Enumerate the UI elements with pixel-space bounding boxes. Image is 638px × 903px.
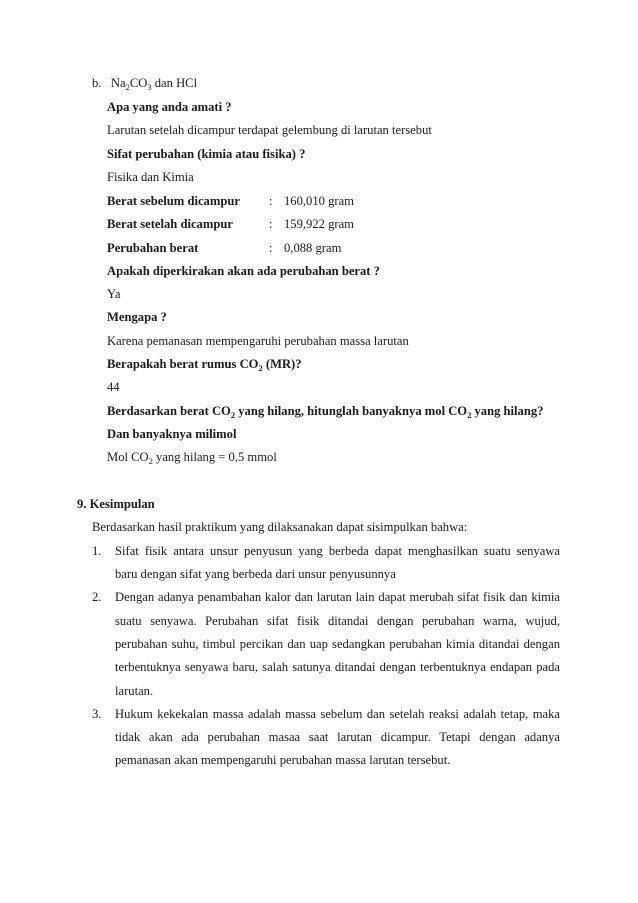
conclusion-item-line: pemanasan akan mempengaruhi perubahan massa larutan tersebut. — [115, 753, 451, 767]
predict-question: Apakah diperkirakan akan ada perubahan berat ? — [107, 264, 380, 278]
mol-answer: Mol $CO_2$ yang hilang = 0,5 mmol — [107, 450, 277, 466]
conclusion-item-number: 2. — [92, 590, 102, 604]
weight-change-label: Perubahan berat — [107, 241, 199, 255]
observation-question: Apa yang anda amati ? — [107, 100, 232, 114]
conclusion-item-line: Sifat fisik antara unsur penyusun yang berbeda dapat menghasilkan suatu senyawa — [115, 544, 560, 558]
conclusion-intro: Berdasarkan hasil praktikum yang dilaksanakan dapat sisimpulkan bahwa: — [92, 520, 468, 534]
formula-weight-question: Berapakah berat rumus $CO_2$ (MR)? — [107, 357, 302, 373]
part-b-heading — [92, 75, 197, 92]
why-answer: Karena pemanasan mempengaruhi perubahan massa larutan — [107, 334, 409, 348]
conclusion-item-line: perubahan suhu, timbul percikan dan uap sedangkan perubahan kimia ditandai dengan — [115, 637, 560, 651]
mol-question-line1: Berdasarkan berat $CO_2$ yang hilang, hitunglah banyaknya mol $CO_2$ yang hilang? — [107, 404, 544, 420]
part-b-marker: b. — [92, 76, 102, 90]
weight-before-value: 160,010 gram — [284, 194, 354, 208]
conclusion-item-line: larutan. — [115, 684, 154, 698]
why-question: Mengapa ? — [107, 310, 167, 324]
weight-after-label: Berat setelah dicampur — [107, 217, 233, 231]
conclusion-item-line: tidak akan ada perubahan masaa saat larutan dicampur. Tetapi dengan adanya — [115, 730, 560, 744]
conclusion-item-line: Dengan adanya penambahan kalor dan larutan lain dapat merubah sifat fisik dan kimia — [115, 590, 560, 604]
change-type-answer: Fisika dan Kimia — [107, 170, 194, 184]
conclusion-item-line: terbentuknya senyawa baru, salah satunya ditandai dengan terbentuknya endapan pada — [115, 660, 560, 674]
weight-change-value: 0,088 gram — [284, 241, 342, 255]
weight-after-value: 159,922 gram — [284, 217, 354, 231]
change-type-question: Sifat perubahan (kimia atau fisika) ? — [107, 147, 306, 161]
weight-before-label: Berat sebelum dicampur — [107, 194, 240, 208]
conclusion-item-number: 1. — [92, 544, 102, 558]
conclusion-item-line: suatu senyawa. Perubahan sifat fisik ditandai dengan perubahan warna, wujud, — [115, 614, 560, 628]
conclusion-heading: 9. Kesimpulan — [77, 497, 155, 511]
weight-before-sep: : — [269, 194, 273, 208]
predict-answer: Ya — [107, 287, 121, 301]
observation-answer: Larutan setelah dicampur terdapat gelembung di larutan tersebut — [107, 123, 432, 137]
conclusion-item-number: 3. — [92, 707, 102, 721]
weight-change-sep: : — [269, 241, 273, 255]
part-b-title: $Na_2CO_3$ dan HCl — [110, 76, 198, 92]
formula-weight-answer: 44 — [107, 380, 120, 394]
weight-after-sep: : — [269, 217, 273, 231]
conclusion-item-line: baru dengan sifat yang berbeda dari unsur penyusunnya — [115, 567, 396, 581]
conclusion-item-line: Hukum kekekalan massa adalah massa sebelum dan setelah reaksi adalah tetap, maka — [115, 707, 560, 721]
mol-question-line2: Dan banyaknya milimol — [107, 427, 237, 441]
